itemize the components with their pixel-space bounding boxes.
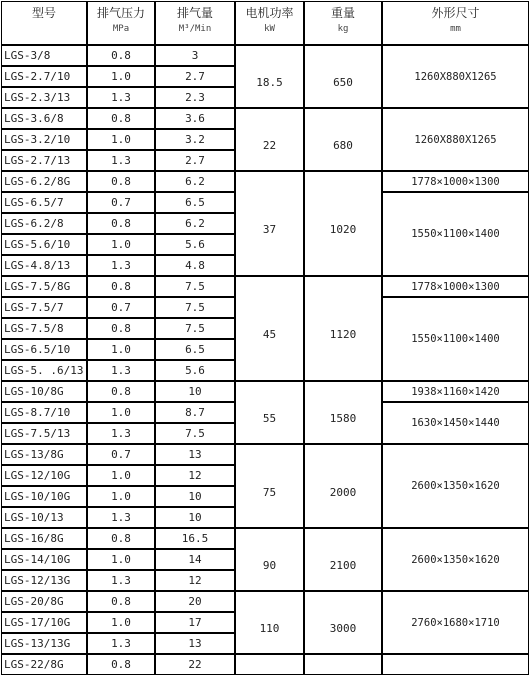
model-cell: LGS-7.5/7	[1, 297, 87, 318]
header-model	[1, 1, 87, 45]
header-power	[235, 1, 304, 45]
power-cell	[235, 444, 304, 528]
header-dimensions-title: 外形尺寸	[431, 6, 480, 20]
header-dimensions-unit: mm	[450, 24, 461, 34]
model-cell: LGS-2.3/13	[1, 87, 87, 108]
power-value: 18.5	[256, 76, 283, 89]
pressure-cell: 0.8	[87, 591, 155, 612]
dimensions-cell: 2600×1350×1620	[382, 528, 529, 591]
pressure-cell: 0.8	[87, 276, 155, 297]
weight-value	[305, 659, 381, 671]
model-cell: LGS-3/8	[1, 45, 87, 66]
model-cell: LGS-5.6/10	[1, 234, 87, 255]
flow-cell: 2.7	[155, 66, 235, 87]
header-weight-unit: kg	[337, 24, 349, 34]
flow-cell: 22	[155, 654, 235, 675]
flow-cell: 6.2	[155, 213, 235, 234]
pressure-cell: 0.8	[87, 528, 155, 549]
model-cell: LGS-13/13G	[1, 633, 87, 654]
power-value: 90	[262, 559, 277, 572]
pressure-cell: 1.0	[87, 486, 155, 507]
model-cell: LGS-3.2/10	[1, 129, 87, 150]
pressure-cell: 1.0	[87, 402, 155, 423]
power-value: 37	[262, 223, 277, 236]
model-cell: LGS-22/8G	[1, 654, 87, 675]
weight-cell	[304, 591, 382, 654]
weight-value: 2000	[329, 485, 357, 499]
model-cell: LGS-7.5/8G	[1, 276, 87, 297]
flow-cell: 2.7	[155, 150, 235, 171]
power-cell	[235, 654, 304, 675]
header-model-title: 型号	[31, 6, 56, 20]
model-cell: LGS-17/10G	[1, 612, 87, 633]
model-cell: LGS-14/10G	[1, 549, 87, 570]
pressure-cell: 1.0	[87, 339, 155, 360]
power-value: 45	[262, 328, 277, 341]
model-cell: LGS-3.6/8	[1, 108, 87, 129]
header-power-unit: kW	[264, 24, 275, 34]
pressure-cell: 0.7	[87, 192, 155, 213]
weight-value: 3000	[329, 622, 357, 635]
power-value: 75	[262, 485, 277, 499]
weight-cell	[304, 444, 382, 528]
weight-cell	[304, 654, 382, 675]
header-flow-title: 排气量	[176, 6, 213, 20]
flow-cell: 13	[155, 633, 235, 654]
model-cell: LGS-2.7/10	[1, 66, 87, 87]
power-value: 110	[259, 622, 280, 635]
header-power-title: 电机功率	[245, 6, 294, 20]
power-cell	[235, 45, 304, 108]
model-cell: LGS-10/8G	[1, 381, 87, 402]
flow-cell: 6.2	[155, 171, 235, 192]
pressure-cell: 0.8	[87, 171, 155, 192]
flow-cell: 4.8	[155, 255, 235, 276]
table-row	[1, 528, 529, 549]
pressure-cell: 0.7	[87, 444, 155, 465]
dimensions-cell: 2600×1350×1620	[382, 444, 529, 528]
flow-cell: 10	[155, 507, 235, 528]
header-flow-unit: M³/Min	[178, 24, 212, 34]
flow-cell: 13	[155, 444, 235, 465]
pressure-cell: 1.3	[87, 87, 155, 108]
table-row	[1, 276, 529, 297]
table-row	[1, 108, 529, 129]
model-cell: LGS-7.5/13	[1, 423, 87, 444]
flow-cell: 8.7	[155, 402, 235, 423]
model-cell: LGS-6.2/8	[1, 213, 87, 234]
weight-value: 2100	[329, 559, 357, 572]
header-row	[1, 1, 529, 45]
pressure-cell: 0.8	[87, 381, 155, 402]
model-cell: LGS-13/8G	[1, 444, 87, 465]
pressure-cell: 1.3	[87, 633, 155, 654]
header-weight	[304, 1, 382, 45]
power-cell	[235, 591, 304, 654]
flow-cell: 12	[155, 465, 235, 486]
model-cell: LGS-12/13G	[1, 570, 87, 591]
weight-value: 1120	[329, 328, 357, 341]
weight-value: 1020	[329, 223, 357, 236]
power-cell	[235, 171, 304, 276]
dimensions-cell: 1778×1000×1300	[382, 276, 529, 297]
flow-cell: 6.5	[155, 192, 235, 213]
dimensions-cell: 1630×1450×1440	[382, 402, 529, 444]
dimensions-cell: 2760×1680×1710	[382, 591, 529, 654]
dimensions-cell: 1260X880X1265	[382, 108, 529, 171]
power-cell	[235, 528, 304, 591]
weight-cell	[304, 171, 382, 276]
flow-cell: 12	[155, 570, 235, 591]
power-value: 22	[262, 139, 277, 152]
flow-cell: 7.5	[155, 318, 235, 339]
flow-cell: 10	[155, 486, 235, 507]
table-row	[1, 591, 529, 612]
header-weight-title: 重量	[330, 6, 355, 20]
pressure-cell: 1.3	[87, 360, 155, 381]
flow-cell: 3.2	[155, 129, 235, 150]
flow-cell: 7.5	[155, 423, 235, 444]
flow-cell: 6.5	[155, 339, 235, 360]
dimensions-cell: 1550×1100×1400	[382, 297, 529, 381]
dimensions-cell: 1778×1000×1300	[382, 171, 529, 192]
flow-cell: 20	[155, 591, 235, 612]
pressure-cell: 1.0	[87, 129, 155, 150]
table-row	[1, 381, 529, 402]
flow-cell: 3	[155, 45, 235, 66]
power-cell	[235, 108, 304, 171]
pressure-cell: 0.8	[87, 213, 155, 234]
dimensions-cell	[382, 654, 529, 675]
weight-value: 1580	[329, 412, 357, 425]
dimensions-cell: 1550×1100×1400	[382, 192, 529, 276]
model-cell: LGS-6.5/7	[1, 192, 87, 213]
weight-value: 680	[333, 139, 353, 152]
pressure-cell: 1.0	[87, 66, 155, 87]
weight-value: 650	[333, 76, 353, 89]
power-cell	[235, 276, 304, 381]
header-pressure-unit: MPa	[112, 24, 130, 34]
pressure-cell: 1.3	[87, 507, 155, 528]
dimensions-cell: 1938×1160×1420	[382, 381, 529, 402]
model-cell: LGS-20/8G	[1, 591, 87, 612]
flow-cell: 10	[155, 381, 235, 402]
power-value: 55	[262, 412, 277, 425]
model-cell: LGS-8.7/10	[1, 402, 87, 423]
pressure-cell: 1.3	[87, 423, 155, 444]
pressure-cell: 1.0	[87, 465, 155, 486]
pressure-cell: 1.3	[87, 570, 155, 591]
pressure-cell: 0.8	[87, 108, 155, 129]
header-flow	[155, 1, 235, 45]
weight-cell	[304, 276, 382, 381]
weight-cell	[304, 381, 382, 444]
pressure-cell: 0.7	[87, 297, 155, 318]
model-cell: LGS-6.5/10	[1, 339, 87, 360]
dimensions-cell: 1260X880X1265	[382, 45, 529, 108]
pressure-cell: 1.0	[87, 234, 155, 255]
flow-cell: 17	[155, 612, 235, 633]
model-cell: LGS-2.7/13	[1, 150, 87, 171]
header-pressure	[87, 1, 155, 45]
flow-cell: 14	[155, 549, 235, 570]
model-cell: LGS-5. .6/13	[1, 360, 87, 381]
header-dimensions	[382, 1, 529, 45]
model-cell: LGS-7.5/8	[1, 318, 87, 339]
table-row	[1, 444, 529, 465]
pressure-cell: 0.8	[87, 654, 155, 675]
flow-cell: 7.5	[155, 276, 235, 297]
model-cell: LGS-12/10G	[1, 465, 87, 486]
model-cell: LGS-10/13	[1, 507, 87, 528]
flow-cell: 5.6	[155, 234, 235, 255]
flow-cell: 2.3	[155, 87, 235, 108]
flow-cell: 7.5	[155, 297, 235, 318]
weight-cell	[304, 528, 382, 591]
model-cell: LGS-4.8/13	[1, 255, 87, 276]
table-body	[1, 45, 529, 675]
weight-cell	[304, 45, 382, 108]
weight-cell	[304, 108, 382, 171]
model-cell: LGS-6.2/8G	[1, 171, 87, 192]
power-cell	[235, 381, 304, 444]
flow-cell: 16.5	[155, 528, 235, 549]
table-row	[1, 45, 529, 66]
model-cell: LGS-16/8G	[1, 528, 87, 549]
table-row	[1, 654, 529, 675]
pressure-cell: 0.8	[87, 318, 155, 339]
table-row	[1, 171, 529, 192]
model-cell: LGS-10/10G	[1, 486, 87, 507]
flow-cell: 3.6	[155, 108, 235, 129]
pressure-cell: 1.3	[87, 150, 155, 171]
pressure-cell: 0.8	[87, 45, 155, 66]
header-pressure-title: 排气压力	[96, 6, 145, 20]
pressure-cell: 1.3	[87, 255, 155, 276]
pressure-cell: 1.0	[87, 549, 155, 570]
flow-cell: 5.6	[155, 360, 235, 381]
pressure-cell: 1.0	[87, 612, 155, 633]
compressor-spec-table	[1, 1, 529, 675]
power-value	[236, 659, 303, 671]
